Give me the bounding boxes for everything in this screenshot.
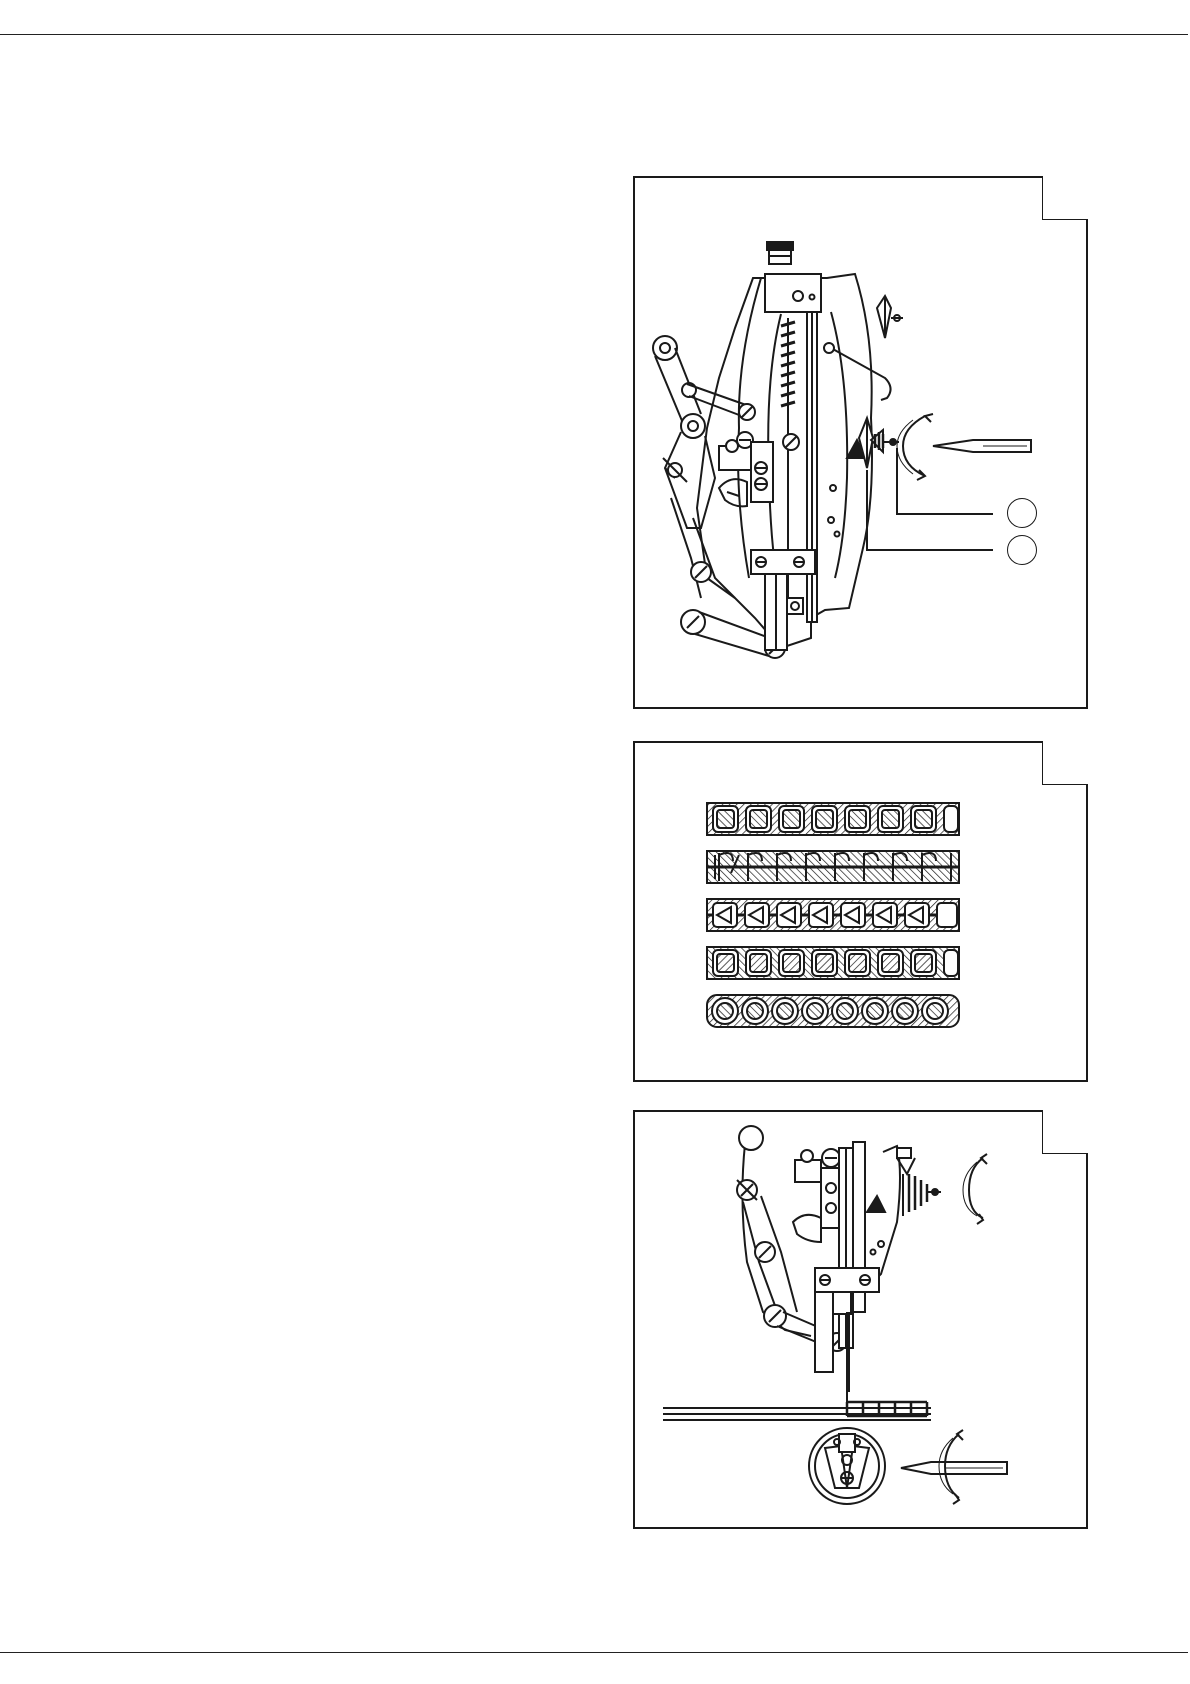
rotation-arrow-icon <box>963 1154 987 1224</box>
callout-circle-2 <box>1007 535 1037 565</box>
stitch-row-3 <box>707 899 959 931</box>
rotation-arrow-icon <box>897 414 933 480</box>
stitch-patterns-drawing <box>635 743 1086 1080</box>
rotation-arrow-icon <box>939 1430 963 1504</box>
figure-2 <box>633 741 1088 1082</box>
needle-bar-mechanism-drawing <box>635 178 1086 707</box>
figure-3 <box>633 1110 1088 1529</box>
stitch-row-4 <box>707 947 959 979</box>
needle-plate-alignment-drawing <box>635 1112 1086 1527</box>
figure-1 <box>633 176 1088 709</box>
stitch-row-2 <box>707 851 959 883</box>
callout-circle-1 <box>1007 498 1037 528</box>
stitch-row-5 <box>707 995 959 1027</box>
screwdriver-icon <box>901 1462 1007 1474</box>
screwdriver-icon <box>933 440 1031 452</box>
stitch-row-1 <box>707 803 959 835</box>
